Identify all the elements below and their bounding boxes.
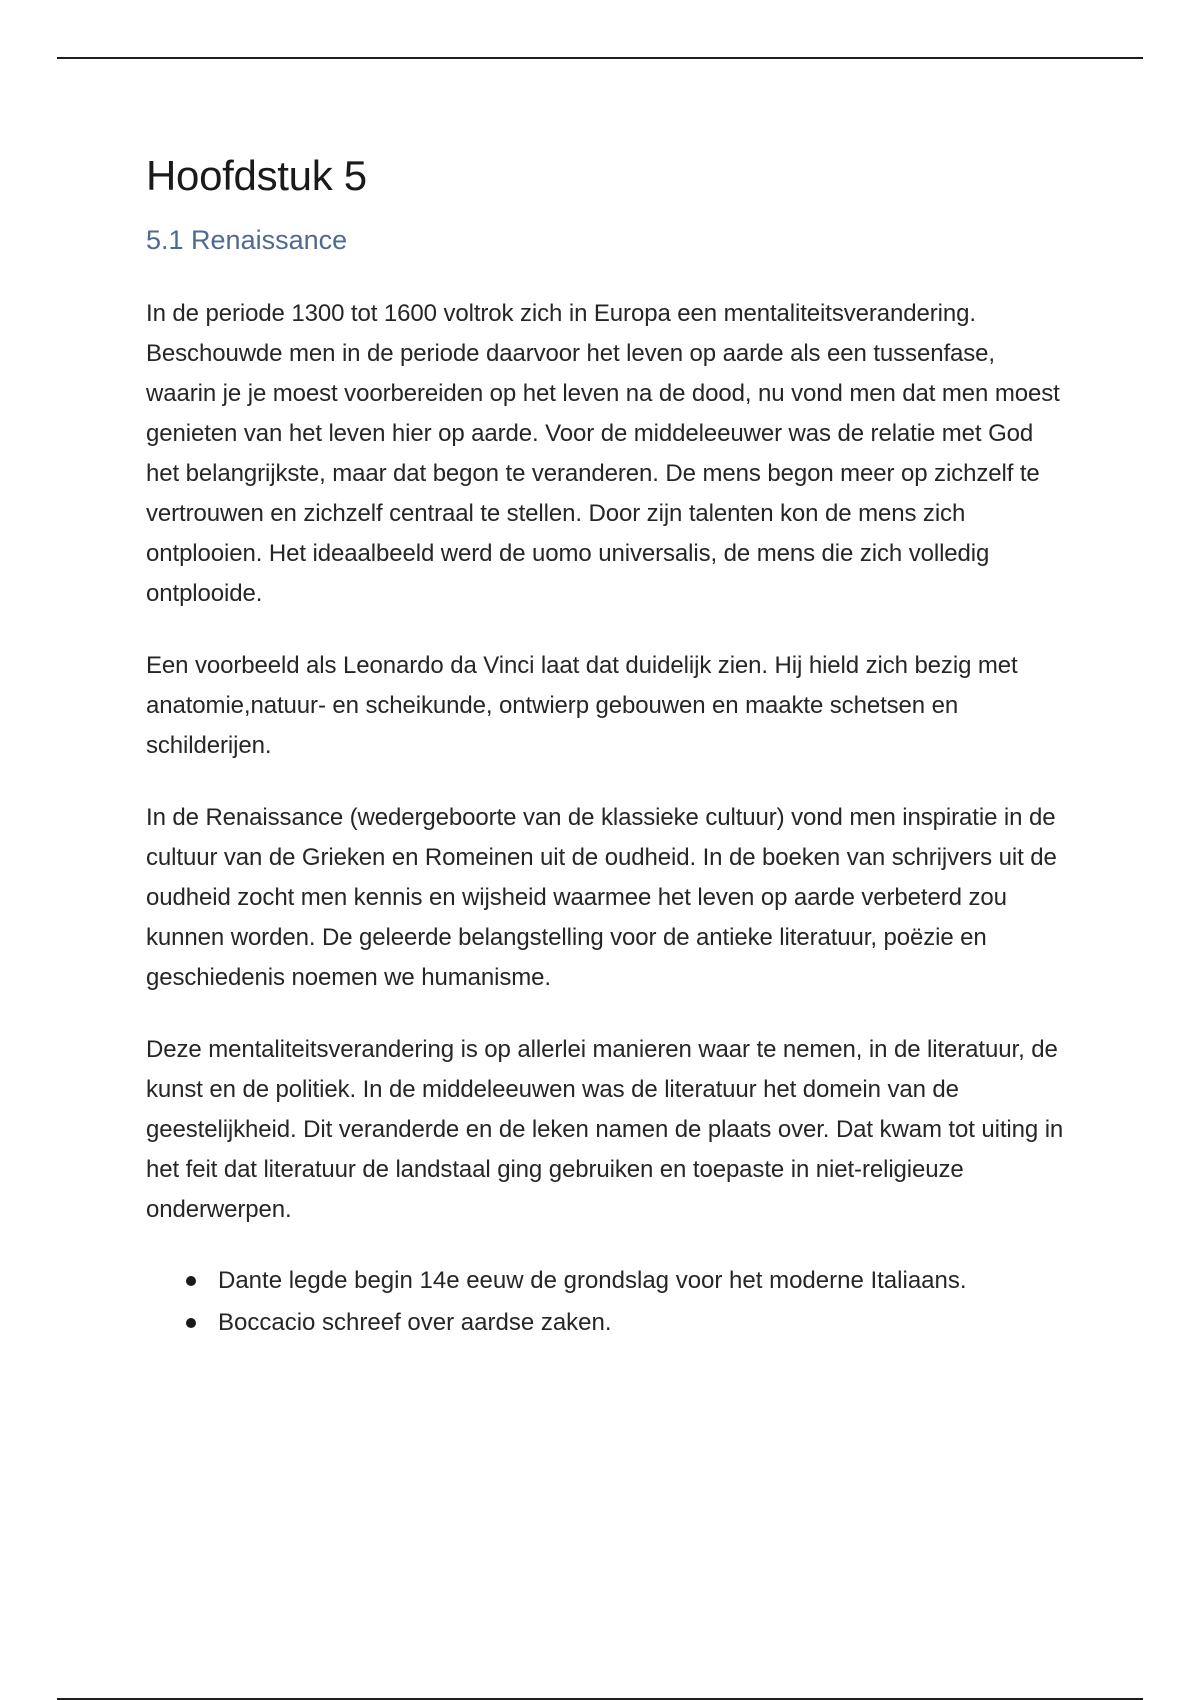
- paragraph-leonardo: Een voorbeeld als Leonardo da Vinci laat dat duidelijk zien. Hij hield zich bezig met anatomie,natuur- en scheikunde, ontwierp gebouwen en maakte schetsen en schilderijen.: [146, 652, 1018, 759]
- paragraph-literatuur: Deze mentaliteitsverandering is op allerlei manieren waar te nemen, in de literatuur, de kunst en de politiek. In de middeleeuwen was de literatuur het domein van de geestelijkheid. Dit veranderde en de leken namen de plaats over. Dat kwam tot uiting in het feit dat literatuur de landstaal ging gebruiken en toepaste in niet-religieuze onderwerpen.: [146, 1036, 1064, 1223]
- list-item-text: Boccacio schreef over aardse zaken.: [218, 1309, 612, 1336]
- list-item-text: Dante legde begin 14e eeuw de grondslag voor het moderne Italiaans.: [218, 1267, 967, 1294]
- paragraph-mentaliteit: In de periode 1300 tot 1600 voltrok zich in Europa een mentaliteitsverandering. Beschouwde men in de periode daarvoor het leven op aarde als een tussenfase, waarin je je moest voorbereiden op het leven na de dood, nu vond men dat men moest genieten van het leven hier op aarde. Voor de middeleeuwer was de relatie met God het belangrijkste, maar dat begon te veranderen. De mens begon meer op zichzelf te vertrouwen en zichzelf centraal te stellen. Door zijn talenten kon de mens zich ontplooien. Het ideaalbeeld werd de uomo universalis, de mens die zich volledig ontplooide.: [146, 300, 1060, 607]
- header-rule: [57, 57, 1143, 59]
- section-title: 5.1 Renaissance: [146, 225, 348, 255]
- bullet-icon: [186, 1276, 196, 1286]
- list-item: [146, 1260, 1066, 1302]
- list-item: [146, 1302, 1066, 1344]
- document-body: [146, 150, 1066, 1344]
- bullet-icon: [186, 1318, 196, 1328]
- paragraph-humanisme: In de Renaissance (wedergeboorte van de klassieke cultuur) vond men inspiratie in de cultuur van de Grieken en Romeinen uit de oudheid. In de boeken van schrijvers uit de oudheid zocht men kennis en wijsheid waarmee het leven op aarde verbeterd zou kunnen worden. De geleerde belangstelling voor de antieke literatuur, poëzie en geschiedenis noemen we humanisme.: [146, 804, 1057, 991]
- chapter-title: Hoofdstuk 5: [146, 152, 367, 199]
- bullet-list: [146, 1260, 1066, 1344]
